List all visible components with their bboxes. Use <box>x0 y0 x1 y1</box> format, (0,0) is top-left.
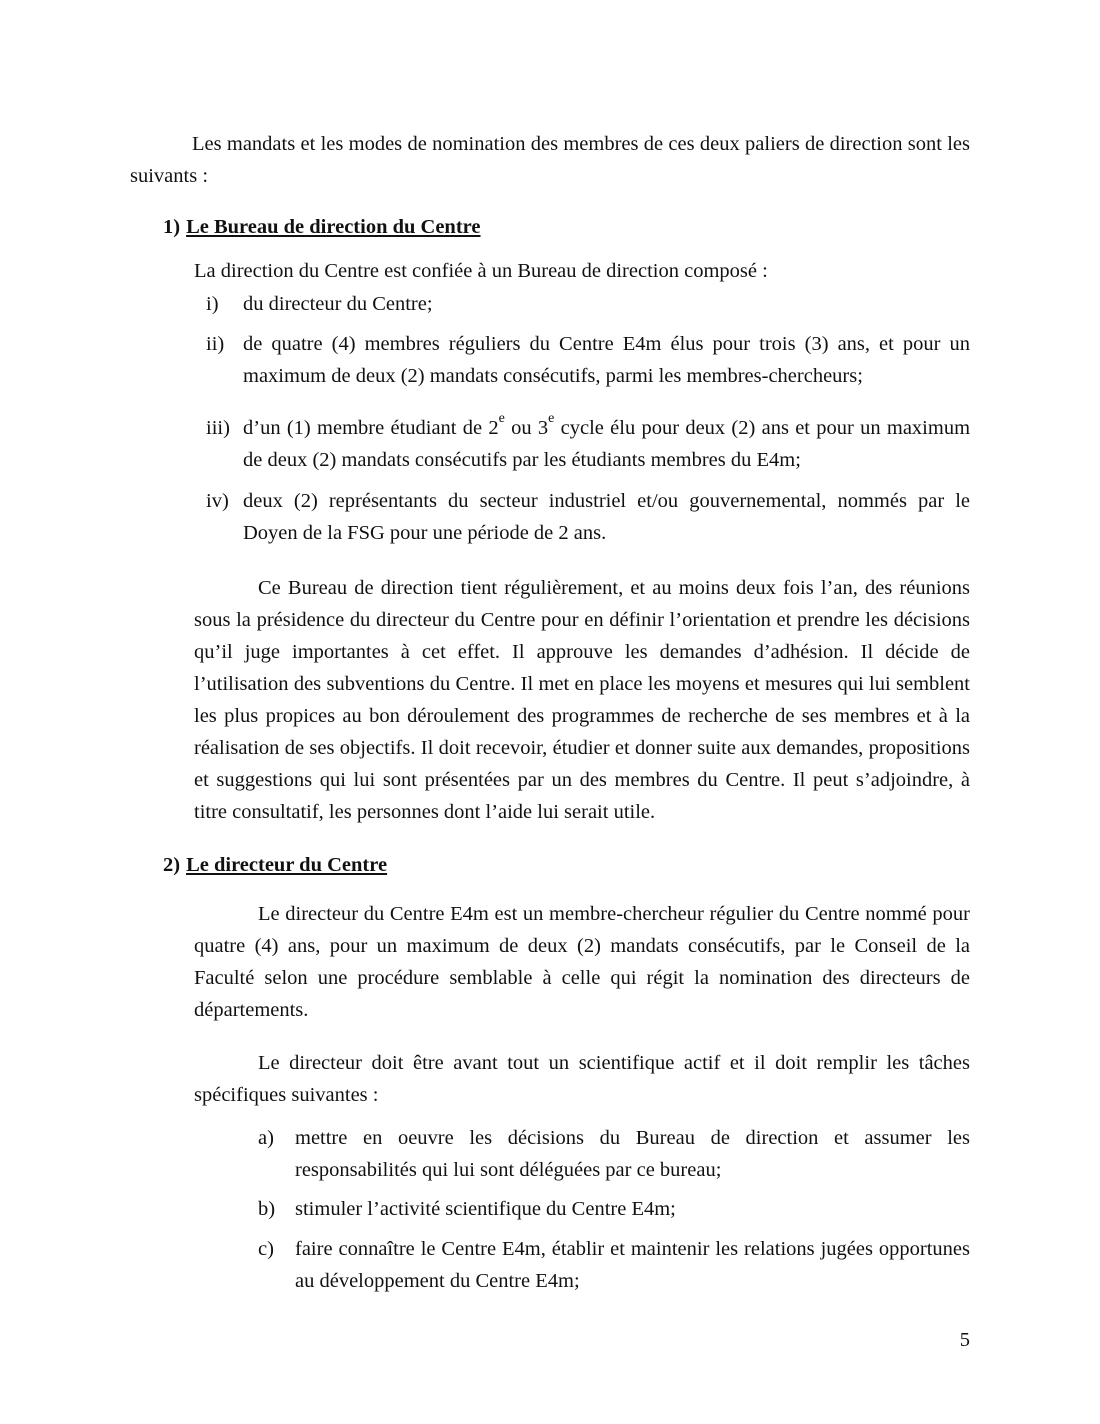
section-lead: La direction du Centre est confiée à un Bureau de direction composé : <box>194 260 768 282</box>
list-marker: a) <box>258 1127 274 1149</box>
intro-text: Les mandats et les modes de nomination des membres de ces deux paliers de direction sont les suivants : <box>130 133 970 187</box>
list-marker: ii) <box>206 333 225 355</box>
list-item-text: stimuler l’activité scientifique du Centre E4m; <box>295 1198 676 1220</box>
list-item <box>206 485 970 549</box>
list-item <box>206 412 970 476</box>
directeur-paragraph-1: Le directeur du Centre E4m est un membre-chercheur régulier du Centre nommé pour quatre (4) ans, pour un maximum de deux (2) mandats consécutifs, par le Conseil de la Faculté selon une procédure semblable à celle qui régit la nomination des directeurs de départements. <box>194 903 970 1021</box>
section-title: Le directeur du Centre <box>186 854 388 876</box>
list-item-text: du directeur du Centre; <box>243 293 433 315</box>
list-item-text: de quatre (4) membres réguliers du Centre E4m élus pour trois (3) ans, et pour un maximum de deux (2) mandats consécutifs, parmi les membres-chercheurs; <box>243 333 970 387</box>
list-item <box>206 328 970 392</box>
list-item-text: d’un (1) membre étudiant de 2e ou 3e cycle élu pour deux (2) ans et pour un maximum de deux (2) mandats consécutifs par les étudiants membres du E4m; <box>243 411 971 471</box>
section-number: 1) <box>163 216 181 238</box>
list-marker: iii) <box>206 417 230 439</box>
list-marker: b) <box>258 1198 276 1220</box>
section-heading-bureau <box>163 211 481 243</box>
list-item-text: deux (2) représentants du secteur industriel et/ou gouvernemental, nommés par le Doyen de la FSG pour une période de 2 ans. <box>243 490 970 544</box>
section-heading-directeur <box>163 849 387 881</box>
list-marker: i) <box>206 293 219 315</box>
list-item-text: mettre en oeuvre les décisions du Bureau de direction et assumer les responsabilités qui lui sont déléguées par ce bureau; <box>295 1127 970 1181</box>
intro-paragraph <box>130 128 970 192</box>
bureau-paragraph: Ce Bureau de direction tient régulièrement, et au moins deux fois l’an, des réunions sous la présidence du directeur du Centre pour en définir l’orientation et prendre les décisions qu’il juge importantes à cet effet. Il approuve les demandes d’adhésion. Il décide de l’utilisation des subventions du Centre. Il met en place les moyens et mesures qui lui semblent les plus propices au bon déroulement des programmes de recherche de ses membres et à la réalisation de ses objectifs. Il doit recevoir, étudier et donner suite aux demandes, propositions et suggestions qui lui sont présentées par un des membres du Centre. Il peut s’adjoindre, à titre consultatif, les personnes dont l’aide lui serait utile. <box>194 577 970 823</box>
list-item-text: faire connaître le Centre E4m, établir et maintenir les relations jugées opportunes au développement du Centre E4m; <box>295 1238 970 1292</box>
list-marker: c) <box>258 1238 274 1260</box>
section-number: 2) <box>163 854 181 876</box>
list-item <box>258 1122 970 1186</box>
list-item <box>206 288 970 320</box>
section-title: Le Bureau de direction du Centre <box>186 216 481 238</box>
list-marker: iv) <box>206 490 229 512</box>
page-number: 5 <box>959 1329 970 1351</box>
list-item <box>258 1193 970 1225</box>
directeur-paragraph-2: Le directeur doit être avant tout un scientifique actif et il doit remplir les tâches spécifiques suivantes : <box>194 1052 970 1106</box>
list-item <box>258 1233 970 1297</box>
